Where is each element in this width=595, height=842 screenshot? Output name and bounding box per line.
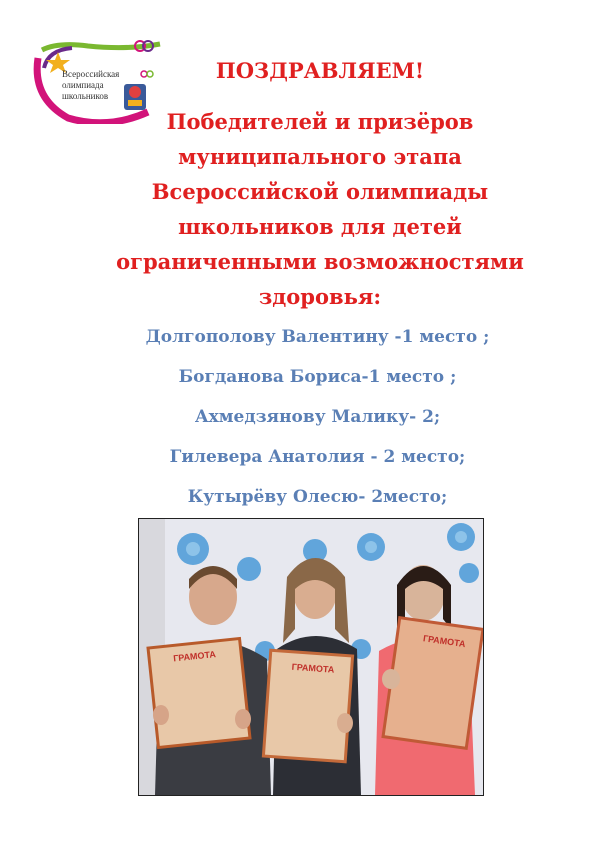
certificate-label: ГРАМОТА xyxy=(172,649,217,664)
logo-text-line: Всероссийская xyxy=(62,69,120,79)
winner-item: Кутырёву Олесю- 2место; xyxy=(187,487,448,507)
subtitle-line: Победителей и призёров xyxy=(166,109,474,134)
page-title: ПОЗДРАВЛЯЕМ! xyxy=(215,58,425,83)
subtitle-line: здоровья: xyxy=(258,284,382,309)
subtitle-line: муниципального этапа xyxy=(178,144,462,169)
subtitle-line: Всероссийской олимпиады xyxy=(151,179,489,204)
subtitle-line: ограниченными возможностями xyxy=(116,249,524,274)
winner-item: Ахмедзянову Малику- 2; xyxy=(194,407,441,427)
subtitle-line: школьников для детей xyxy=(178,214,462,239)
winners-photo xyxy=(138,518,484,796)
winner-item: Богданова Бориса-1 место ; xyxy=(178,367,457,387)
page-subtitle xyxy=(100,104,540,314)
logo-text-line: олимпиада xyxy=(62,80,104,90)
winners-photo-illustration xyxy=(139,519,483,795)
logo-text-line: школьников xyxy=(62,91,109,101)
winner-item: Долгополову Валентину -1 место ; xyxy=(145,327,490,347)
winners-list xyxy=(60,318,575,518)
certificate-label: ГРАМОТА xyxy=(291,661,335,675)
certificate-label: ГРАМОТА xyxy=(422,633,467,650)
winner-item: Гилевера Анатолия - 2 место; xyxy=(169,447,466,467)
